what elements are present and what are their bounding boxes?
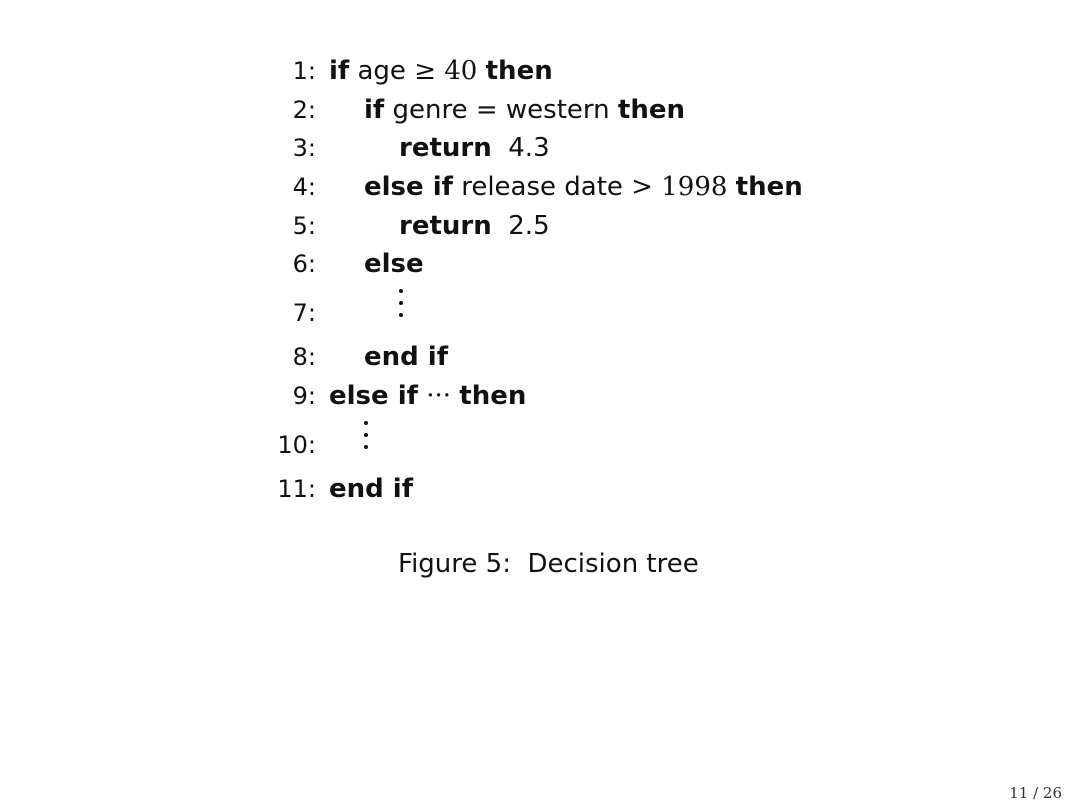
line-content xyxy=(364,165,803,209)
line-number: 2: xyxy=(292,95,316,124)
keyword-end-if: end if xyxy=(329,473,414,504)
keyword-then: then xyxy=(617,94,685,125)
line-number: 10: xyxy=(277,430,316,459)
algorithm-listing xyxy=(268,49,803,505)
value: 40 xyxy=(436,56,486,86)
return-value: 4.3 xyxy=(491,133,550,164)
keyword-else-if: else if xyxy=(364,172,453,203)
keyword-else-if: else if xyxy=(329,380,418,411)
algorithm-line-2 xyxy=(268,88,685,127)
algorithm-line-1 xyxy=(268,49,553,88)
algorithm-line-6 xyxy=(268,242,424,281)
ellipsis-condition: ··· xyxy=(417,380,460,411)
vertical-ellipsis-icon xyxy=(396,287,408,327)
keyword-then: then xyxy=(485,56,553,86)
line-number: 9: xyxy=(292,381,316,410)
keyword-return: return xyxy=(399,210,492,241)
condition-text: age xyxy=(349,56,415,86)
return-value: 2.5 xyxy=(491,210,550,241)
line-content xyxy=(364,242,424,286)
keyword-end-if: end if xyxy=(364,342,449,373)
keyword-if: if xyxy=(329,56,350,86)
algorithm-line-11 xyxy=(268,467,414,506)
line-content xyxy=(364,335,448,379)
line-number: 11: xyxy=(277,474,316,503)
line-number: 8: xyxy=(292,343,316,372)
algorithm-line-4 xyxy=(268,165,803,204)
figure-caption: Figure 5: Decision tree xyxy=(398,549,699,579)
page-number: 11 / 26 xyxy=(1009,784,1062,802)
line-number: 7: xyxy=(292,299,316,328)
condition-text: genre = western xyxy=(384,94,618,125)
vertical-ellipsis-icon xyxy=(361,419,373,459)
value: 1998 xyxy=(652,172,736,203)
line-content xyxy=(399,126,550,170)
line-content xyxy=(364,88,685,132)
line-content xyxy=(329,374,526,418)
line-content xyxy=(399,204,550,248)
line-number: 6: xyxy=(292,250,316,279)
algorithm-line-3 xyxy=(268,126,550,165)
line-number: 4: xyxy=(292,173,316,202)
condition-text: release date xyxy=(452,172,632,203)
line-number: 5: xyxy=(292,211,316,240)
operator: ≥ xyxy=(414,56,436,86)
line-content xyxy=(329,49,553,93)
algorithm-line-5 xyxy=(268,204,550,243)
operator: > xyxy=(631,172,653,203)
algorithm-line-9 xyxy=(268,374,527,413)
line-number: 3: xyxy=(292,134,316,163)
algorithm-line-7 xyxy=(268,281,318,335)
keyword-return: return xyxy=(399,133,492,164)
keyword-then: then xyxy=(459,380,527,411)
keyword-then: then xyxy=(735,172,803,203)
algorithm-line-8 xyxy=(268,335,449,374)
line-content xyxy=(329,467,413,511)
keyword-else: else xyxy=(364,249,424,280)
keyword-if: if xyxy=(364,94,385,125)
algorithm-line-10 xyxy=(268,413,318,467)
line-number: 1: xyxy=(292,57,316,85)
